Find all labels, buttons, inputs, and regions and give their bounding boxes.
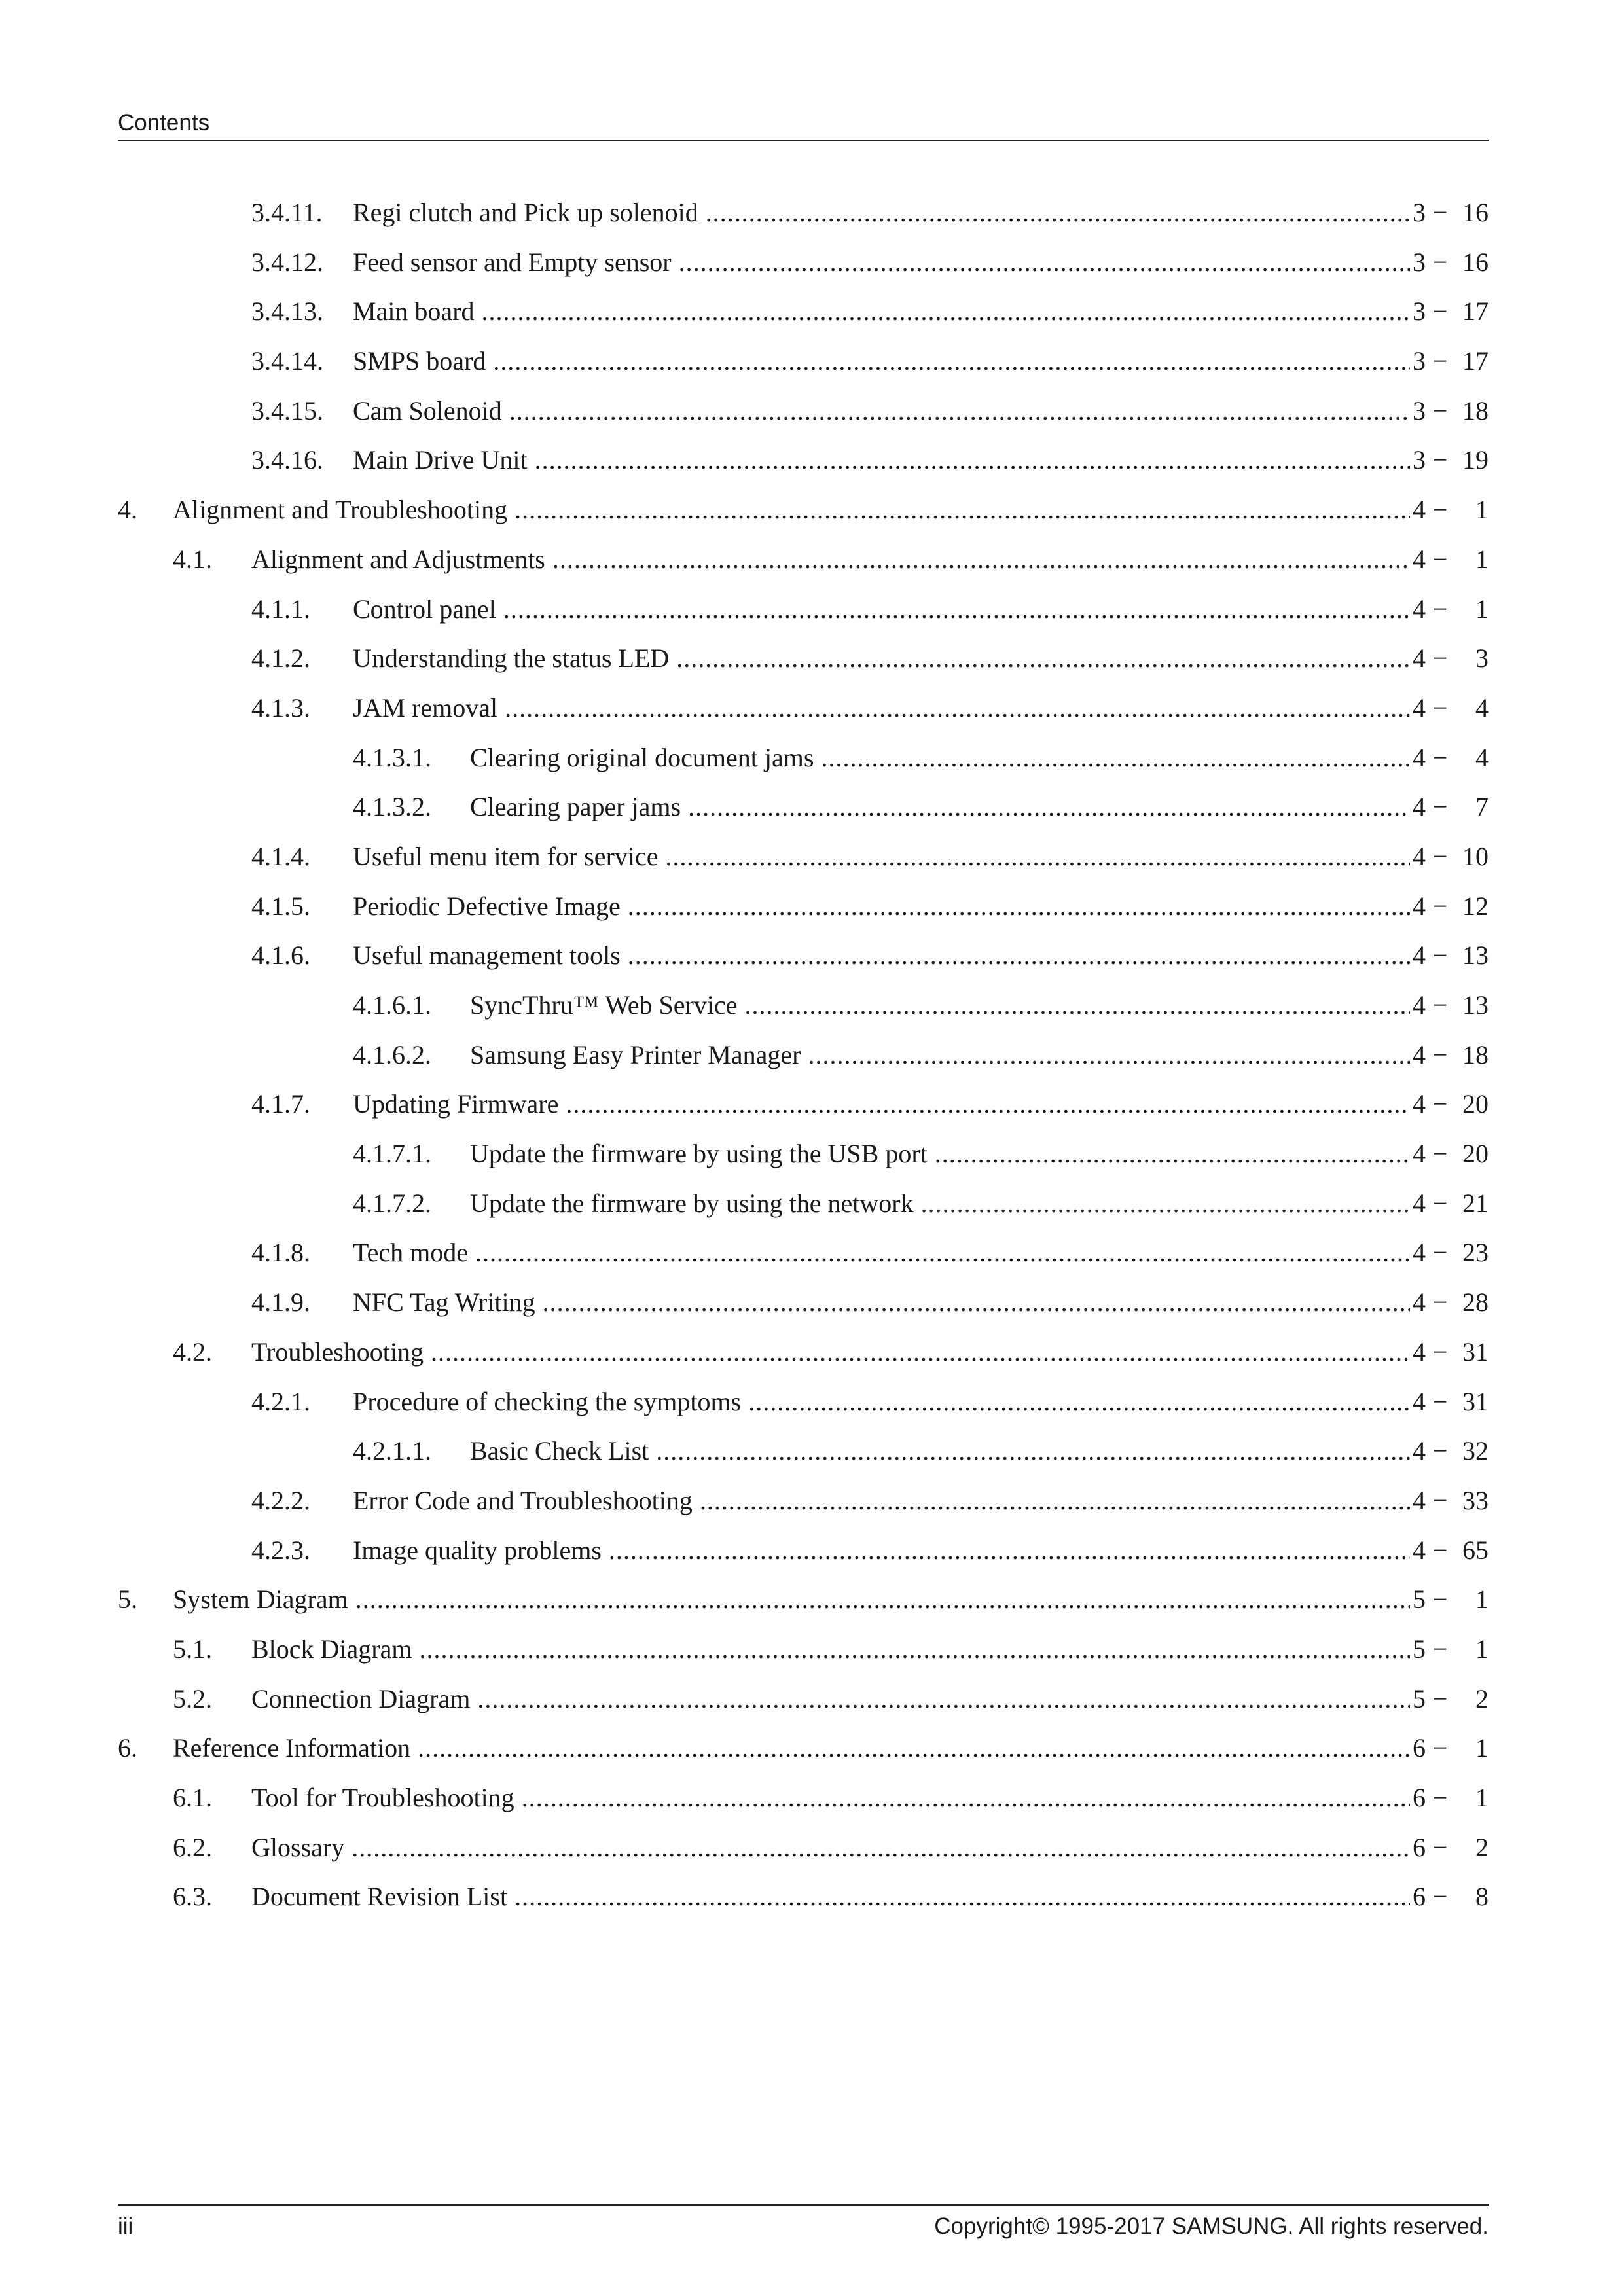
toc-entry-page <box>1413 931 1489 980</box>
toc-entry-page <box>1413 782 1489 832</box>
toc-entry-chapter: 4 <box>1413 1485 1426 1515</box>
toc-entry-page-number: 12 <box>1462 891 1489 921</box>
toc-entry-number: 4.2.1. <box>251 1386 310 1416</box>
toc-entry-separator: − <box>1432 1238 1448 1268</box>
toc-entry-separator: − <box>1432 198 1448 227</box>
toc-entry-page <box>1413 1179 1489 1229</box>
toc-entry-page-number: 1 <box>1475 544 1489 574</box>
toc-entry-number: 4.1.3. <box>251 692 310 723</box>
toc-entry-title: SyncThru™ Web Service ..... <box>470 980 1410 1030</box>
toc-entry[interactable] <box>118 733 1489 783</box>
toc-entry-separator: − <box>1432 247 1448 277</box>
toc-entry-number: 4.1.7. <box>251 1089 310 1119</box>
toc-entry-title: Useful management tools ..... <box>353 931 1410 980</box>
toc-entry-separator: − <box>1432 1287 1448 1318</box>
toc-entry-page <box>1413 683 1489 733</box>
toc-entry-page <box>1413 1773 1489 1823</box>
toc-entry-chapter: 3 <box>1413 198 1426 227</box>
toc-entry-chapter: 4 <box>1413 643 1426 673</box>
toc-entry-page <box>1413 1723 1489 1773</box>
toc-entry[interactable] <box>118 336 1489 386</box>
toc-entry-page-number: 31 <box>1462 1336 1489 1367</box>
toc-entry-number: 3.4.11. <box>251 198 323 227</box>
toc-entry-page-number: 7 <box>1475 792 1489 822</box>
toc-entry-number: 4.1.8. <box>251 1238 310 1268</box>
toc-entry-page-number: 4 <box>1475 692 1489 723</box>
toc-entry-page-number: 13 <box>1462 941 1489 971</box>
toc-entry-page-number: 13 <box>1462 990 1489 1020</box>
toc-entry-page-number: 21 <box>1462 1188 1489 1218</box>
toc-entry-chapter: 4 <box>1413 544 1426 574</box>
toc-entry-chapter: 4 <box>1413 1436 1426 1466</box>
toc-entry-page <box>1413 336 1489 386</box>
toc-entry[interactable] <box>118 832 1489 882</box>
toc-entry-page-number: 1 <box>1475 1733 1489 1763</box>
toc-entry-number: 3.4.13. <box>251 296 323 327</box>
toc-entry-chapter: 4 <box>1413 495 1426 525</box>
toc-entry-chapter: 4 <box>1413 742 1426 772</box>
toc-entry-page-number: 1 <box>1475 594 1489 624</box>
toc-entry-number: 4.1.3.2. <box>353 792 431 822</box>
toc-entry[interactable] <box>118 485 1489 535</box>
toc-entry-page <box>1413 435 1489 485</box>
toc-entry-title: System Diagram ..... <box>173 1575 1410 1624</box>
toc-entry-number: 6.3. <box>173 1882 212 1912</box>
toc-entry-page-number: 1 <box>1475 495 1489 525</box>
toc-entry-title: Main board ..... <box>353 287 1410 336</box>
toc-entry-separator: − <box>1432 296 1448 327</box>
toc-entry-separator: − <box>1432 1634 1448 1664</box>
toc-entry-title: Feed sensor and Empty sensor ..... <box>353 238 1410 287</box>
toc-entry-separator: − <box>1432 1336 1448 1367</box>
toc-entry-number: 4.1.2. <box>251 643 310 673</box>
toc-entry-separator: − <box>1432 1436 1448 1466</box>
toc-entry-title: Tech mode ..... <box>353 1228 1410 1278</box>
toc-entry-separator: − <box>1432 1139 1448 1169</box>
toc-entry-number: 4.1.9. <box>251 1287 310 1318</box>
toc-entry-page <box>1413 980 1489 1030</box>
toc-entry-page <box>1413 1575 1489 1624</box>
toc-entry-chapter: 4 <box>1413 990 1426 1020</box>
toc-entry[interactable] <box>118 1377 1489 1427</box>
toc-entry-chapter: 6 <box>1413 1733 1426 1763</box>
toc-entry-page-number: 2 <box>1475 1683 1489 1713</box>
footer-copyright: Copyright© 1995-2017 SAMSUNG. All rights reserved. <box>934 2214 1489 2239</box>
toc-entry-page <box>1413 882 1489 931</box>
toc-entry-chapter: 6 <box>1413 1783 1426 1812</box>
toc-entry-page-number: 17 <box>1462 296 1489 327</box>
toc-entry-chapter: 6 <box>1413 1882 1426 1912</box>
toc-entry-number: 5. <box>118 1585 137 1615</box>
toc-entry[interactable] <box>118 1278 1489 1327</box>
toc-entry-number: 3.4.15. <box>251 395 323 425</box>
toc-entry[interactable] <box>118 1179 1489 1229</box>
toc-entry[interactable] <box>118 386 1489 436</box>
toc-entry-page <box>1413 188 1489 238</box>
toc-entry-page-number: 18 <box>1462 1039 1489 1069</box>
toc-entry-separator: − <box>1432 1585 1448 1615</box>
toc-entry-page <box>1413 733 1489 783</box>
toc-entry-chapter: 4 <box>1413 1188 1426 1218</box>
toc-entry-page <box>1413 485 1489 535</box>
toc-entry-page-number: 65 <box>1462 1535 1489 1565</box>
toc-entry-separator: − <box>1432 1783 1448 1812</box>
toc-entry-number: 4.1.5. <box>251 891 310 921</box>
toc-entry[interactable] <box>118 584 1489 634</box>
toc-entry[interactable] <box>118 238 1489 287</box>
toc-entry-number: 6. <box>118 1733 137 1763</box>
toc-entry-separator: − <box>1432 445 1448 475</box>
toc-entry-separator: − <box>1432 1386 1448 1416</box>
toc-entry-title: SMPS board ..... <box>353 336 1410 386</box>
table-of-contents <box>118 188 1489 1922</box>
toc-entry[interactable] <box>118 1823 1489 1873</box>
toc-entry-separator: − <box>1432 395 1448 425</box>
toc-entry-separator: − <box>1432 495 1448 525</box>
toc-entry-chapter: 4 <box>1413 1535 1426 1565</box>
toc-entry-number: 3.4.14. <box>251 346 323 376</box>
toc-entry-chapter: 4 <box>1413 1238 1426 1268</box>
toc-entry-page-number: 4 <box>1475 742 1489 772</box>
toc-entry-title: Clearing original document jams ..... <box>470 733 1410 783</box>
toc-entry-page-number: 19 <box>1462 445 1489 475</box>
toc-entry-chapter: 6 <box>1413 1832 1426 1862</box>
toc-entry[interactable] <box>118 1872 1489 1922</box>
toc-entry-page <box>1413 1426 1489 1476</box>
toc-entry-chapter: 5 <box>1413 1634 1426 1664</box>
toc-entry-page <box>1413 584 1489 634</box>
toc-entry-title: Samsung Easy Printer Manager ..... <box>470 1030 1410 1080</box>
toc-entry[interactable] <box>118 1526 1489 1575</box>
toc-entry-chapter: 4 <box>1413 1287 1426 1318</box>
toc-entry[interactable] <box>118 1723 1489 1773</box>
toc-entry[interactable] <box>118 1030 1489 1080</box>
toc-entry-separator: − <box>1432 1832 1448 1862</box>
toc-entry-chapter: 3 <box>1413 247 1426 277</box>
toc-entry-page <box>1413 1129 1489 1179</box>
toc-entry-page-number: 8 <box>1475 1882 1489 1912</box>
toc-entry-separator: − <box>1432 346 1448 376</box>
toc-entry-page-number: 10 <box>1462 841 1489 871</box>
toc-entry-separator: − <box>1432 1683 1448 1713</box>
toc-entry-page <box>1413 287 1489 336</box>
toc-entry-page <box>1413 1674 1489 1724</box>
toc-entry-separator: − <box>1432 1882 1448 1912</box>
toc-entry-title: Understanding the status LED ..... <box>353 634 1410 683</box>
toc-entry-chapter: 4 <box>1413 891 1426 921</box>
toc-entry[interactable] <box>118 980 1489 1030</box>
toc-entry-chapter: 4 <box>1413 692 1426 723</box>
toc-entry-page <box>1413 1030 1489 1080</box>
toc-entry-number: 4.1.6.2. <box>353 1039 431 1069</box>
toc-entry-title: Connection Diagram ..... <box>251 1674 1410 1724</box>
toc-entry-chapter: 4 <box>1413 1039 1426 1069</box>
toc-entry[interactable] <box>118 634 1489 683</box>
toc-entry[interactable] <box>118 1129 1489 1179</box>
toc-entry-number: 6.1. <box>173 1783 212 1812</box>
toc-entry-number: 3.4.12. <box>251 247 323 277</box>
toc-entry-number: 4.2.3. <box>251 1535 310 1565</box>
toc-entry-title: Basic Check List ..... <box>470 1426 1410 1476</box>
toc-entry-chapter: 3 <box>1413 445 1426 475</box>
toc-entry-title: Document Revision List ..... <box>251 1872 1410 1922</box>
toc-entry-number: 4.2. <box>173 1336 212 1367</box>
toc-entry-page <box>1413 1823 1489 1873</box>
toc-entry[interactable] <box>118 882 1489 931</box>
toc-entry-page-number: 28 <box>1462 1287 1489 1318</box>
toc-entry-separator: − <box>1432 1089 1448 1119</box>
toc-entry-page <box>1413 634 1489 683</box>
toc-entry-chapter: 4 <box>1413 1089 1426 1119</box>
toc-entry-chapter: 4 <box>1413 1386 1426 1416</box>
toc-entry-page-number: 32 <box>1462 1436 1489 1466</box>
toc-entry-page <box>1413 1377 1489 1427</box>
toc-entry-page-number: 18 <box>1462 395 1489 425</box>
toc-entry-page-number: 1 <box>1475 1585 1489 1615</box>
toc-entry-number: 4.1.4. <box>251 841 310 871</box>
toc-entry-title: Tool for Troubleshooting ..... <box>251 1773 1410 1823</box>
toc-entry-title: Regi clutch and Pick up solenoid ..... <box>353 188 1410 238</box>
toc-entry[interactable] <box>118 683 1489 733</box>
toc-entry-chapter: 4 <box>1413 1139 1426 1169</box>
toc-entry-title: Alignment and Troubleshooting ..... <box>173 485 1410 535</box>
toc-entry-number: 4.1.3.1. <box>353 742 431 772</box>
toc-entry-separator: − <box>1432 1733 1448 1763</box>
toc-entry-title: Control panel ..... <box>353 584 1410 634</box>
toc-entry-separator: − <box>1432 792 1448 822</box>
toc-entry-separator: − <box>1432 594 1448 624</box>
toc-entry-title: Glossary ..... <box>251 1823 1410 1873</box>
toc-entry-title: Update the firmware by using the USB port ..... <box>470 1129 1410 1179</box>
toc-entry-page-number: 17 <box>1462 346 1489 376</box>
toc-entry-number: 4.1.6.1. <box>353 990 431 1020</box>
toc-entry-separator: − <box>1432 544 1448 574</box>
toc-entry-title: Reference Information ..... <box>173 1723 1410 1773</box>
toc-entry-page <box>1413 1476 1489 1526</box>
toc-entry-number: 4.1. <box>173 544 212 574</box>
toc-entry-separator: − <box>1432 643 1448 673</box>
toc-entry-page-number: 20 <box>1462 1089 1489 1119</box>
toc-entry-title: JAM removal ..... <box>353 683 1410 733</box>
toc-entry-title: Block Diagram ..... <box>251 1624 1410 1674</box>
toc-entry-page <box>1413 1278 1489 1327</box>
toc-entry[interactable] <box>118 1773 1489 1823</box>
toc-entry-number: 3.4.16. <box>251 445 323 475</box>
toc-entry-number: 4.1.7.2. <box>353 1188 431 1218</box>
toc-entry-page <box>1413 386 1489 436</box>
toc-entry-page <box>1413 1872 1489 1922</box>
toc-entry[interactable] <box>118 1079 1489 1129</box>
page-footer <box>118 2204 1489 2239</box>
toc-entry-page <box>1413 1079 1489 1129</box>
toc-entry-number: 6.2. <box>173 1832 212 1862</box>
toc-entry-page-number: 20 <box>1462 1139 1489 1169</box>
page-header <box>118 110 1489 141</box>
toc-entry-page <box>1413 238 1489 287</box>
toc-entry-title: Image quality problems ..... <box>353 1526 1410 1575</box>
toc-entry-chapter: 4 <box>1413 594 1426 624</box>
toc-entry-number: 5.1. <box>173 1634 212 1664</box>
toc-entry-chapter: 3 <box>1413 395 1426 425</box>
toc-entry-separator: − <box>1432 891 1448 921</box>
toc-entry[interactable] <box>118 1575 1489 1624</box>
toc-entry[interactable] <box>118 1426 1489 1476</box>
toc-entry-page-number: 1 <box>1475 1634 1489 1664</box>
toc-entry-chapter: 4 <box>1413 841 1426 871</box>
toc-entry-separator: − <box>1432 1039 1448 1069</box>
toc-entry-title: Cam Solenoid ..... <box>353 386 1410 436</box>
toc-entry-title: Alignment and Adjustments ..... <box>251 535 1410 584</box>
toc-entry-title: Procedure of checking the symptoms ..... <box>353 1377 1410 1427</box>
toc-entry-chapter: 5 <box>1413 1683 1426 1713</box>
toc-entry-title: Updating Firmware ..... <box>353 1079 1410 1129</box>
toc-entry-title: Main Drive Unit ..... <box>353 435 1410 485</box>
toc-entry[interactable] <box>118 188 1489 238</box>
toc-entry-title: Clearing paper jams ..... <box>470 782 1410 832</box>
toc-entry-number: 5.2. <box>173 1683 212 1713</box>
toc-entry[interactable] <box>118 1674 1489 1724</box>
toc-entry[interactable] <box>118 1476 1489 1526</box>
toc-entry-page-number: 2 <box>1475 1832 1489 1862</box>
toc-entry-page <box>1413 1228 1489 1278</box>
toc-entry-title: Update the firmware by using the network ..... <box>470 1179 1410 1229</box>
toc-entry-chapter: 3 <box>1413 296 1426 327</box>
toc-entry[interactable] <box>118 1624 1489 1674</box>
toc-entry-number: 4. <box>118 495 137 525</box>
toc-entry-chapter: 4 <box>1413 941 1426 971</box>
toc-entry-page <box>1413 1327 1489 1377</box>
toc-entry[interactable] <box>118 931 1489 980</box>
toc-entry-separator: − <box>1432 692 1448 723</box>
toc-entry-separator: − <box>1432 941 1448 971</box>
toc-entry-number: 4.1.1. <box>251 594 310 624</box>
toc-entry-title: Periodic Defective Image ..... <box>353 882 1410 931</box>
toc-entry-page-number: 3 <box>1475 643 1489 673</box>
toc-entry[interactable] <box>118 435 1489 485</box>
toc-entry-page-number: 16 <box>1462 247 1489 277</box>
toc-entry-page <box>1413 1526 1489 1575</box>
toc-entry-separator: − <box>1432 1535 1448 1565</box>
toc-entry-separator: − <box>1432 1485 1448 1515</box>
toc-entry[interactable] <box>118 1228 1489 1278</box>
toc-entry-title: Error Code and Troubleshooting ..... <box>353 1476 1410 1526</box>
toc-entry-number: 4.1.6. <box>251 941 310 971</box>
toc-entry-page <box>1413 832 1489 882</box>
toc-entry-page-number: 1 <box>1475 1783 1489 1812</box>
toc-entry-number: 4.2.2. <box>251 1485 310 1515</box>
toc-entry-chapter: 3 <box>1413 346 1426 376</box>
toc-entry-page-number: 31 <box>1462 1386 1489 1416</box>
toc-entry-chapter: 5 <box>1413 1585 1426 1615</box>
toc-entry-page-number: 16 <box>1462 198 1489 227</box>
toc-entry-title: Useful menu item for service ..... <box>353 832 1410 882</box>
toc-entry[interactable] <box>118 287 1489 336</box>
toc-entry-separator: − <box>1432 990 1448 1020</box>
toc-entry-chapter: 4 <box>1413 792 1426 822</box>
toc-entry-page <box>1413 1624 1489 1674</box>
toc-entry-title: Troubleshooting ..... <box>251 1327 1410 1377</box>
toc-entry-page-number: 23 <box>1462 1238 1489 1268</box>
toc-entry-page-number: 33 <box>1462 1485 1489 1515</box>
header-title: Contents <box>118 110 210 135</box>
toc-entry-page <box>1413 535 1489 584</box>
toc-entry-separator: − <box>1432 841 1448 871</box>
toc-entry-title: NFC Tag Writing ..... <box>353 1278 1410 1327</box>
toc-entry[interactable] <box>118 782 1489 832</box>
toc-entry-separator: − <box>1432 742 1448 772</box>
toc-entry-number: 4.1.7.1. <box>353 1139 431 1169</box>
toc-entry[interactable] <box>118 535 1489 584</box>
toc-entry-number: 4.2.1.1. <box>353 1436 431 1466</box>
toc-entry[interactable] <box>118 1327 1489 1377</box>
toc-entry-chapter: 4 <box>1413 1336 1426 1367</box>
footer-page-number: iii <box>118 2214 134 2239</box>
toc-entry-separator: − <box>1432 1188 1448 1218</box>
